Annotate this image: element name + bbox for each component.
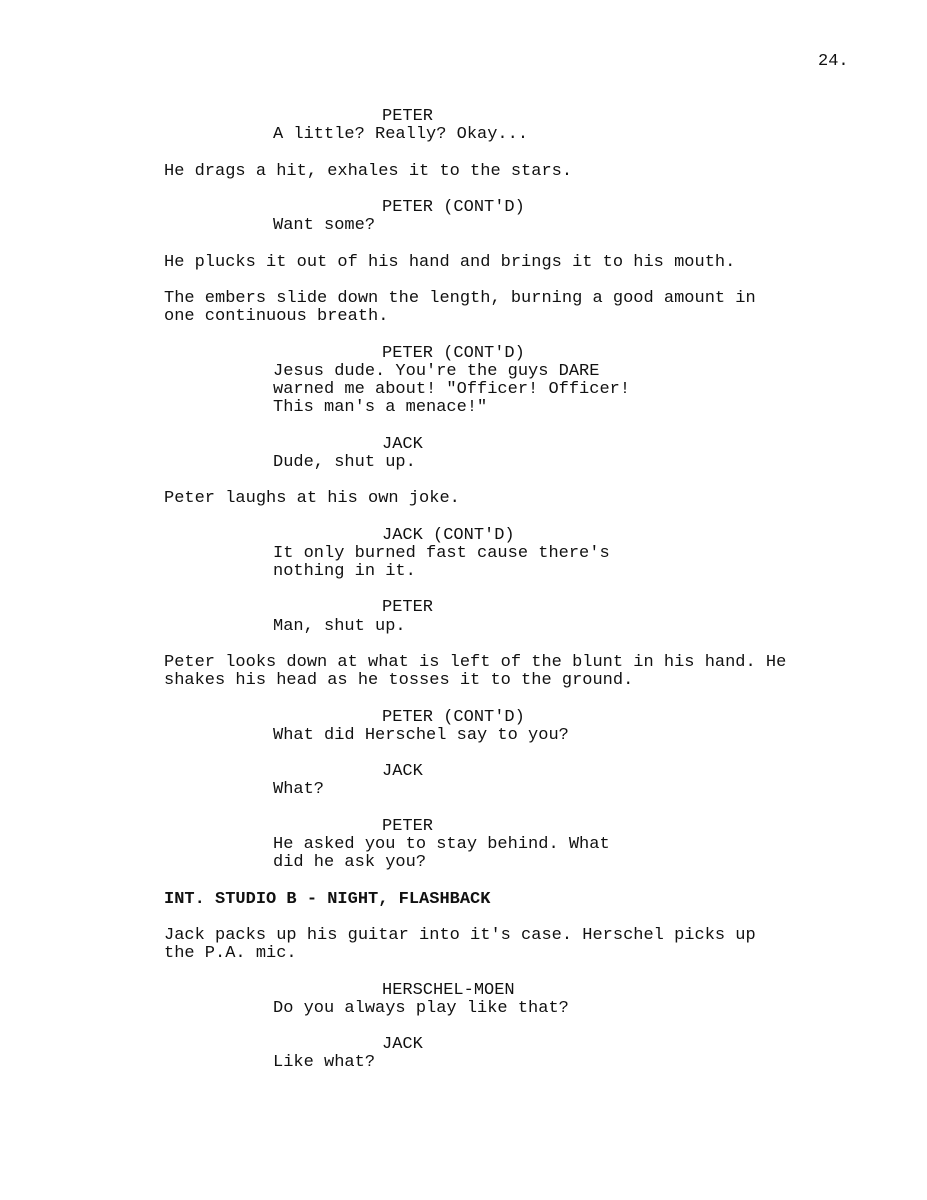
dialogue-text	[273, 363, 844, 418]
dialogue-block	[164, 818, 844, 873]
dialogue-block	[164, 982, 844, 1018]
scene-heading	[164, 891, 844, 909]
action-line: He drags a hit, exhales it to the stars.	[164, 161, 573, 181]
action-line: Jack packs up his guitar into it's case. Herschel picks up	[164, 925, 756, 945]
dialogue-block	[164, 108, 844, 144]
dialogue-text	[273, 217, 844, 235]
dialogue-line: He asked you to stay behind. What	[273, 834, 610, 854]
action-line: one continuous breath.	[164, 307, 389, 327]
dialogue-line: Man, shut up.	[273, 616, 406, 636]
dialogue-line: Want some?	[273, 216, 376, 236]
action-line: He plucks it out of his hand and brings it to his mouth.	[164, 252, 736, 272]
dialogue-text	[273, 1000, 844, 1018]
character-name: JACK	[382, 1035, 423, 1055]
character-name: HERSCHEL-MOEN	[382, 980, 515, 1000]
action-line: Peter laughs at his own joke.	[164, 489, 460, 509]
character-name: PETER	[382, 107, 434, 126]
character-name: PETER	[382, 816, 434, 836]
action-line: The embers slide down the length, burning a good amount in	[164, 288, 756, 308]
dialogue-line: What did Herschel say to you?	[273, 725, 569, 745]
dialogue-text	[273, 618, 844, 636]
action-line: Peter looks down at what is left of the blunt in his hand. He	[164, 652, 787, 672]
character-name: PETER	[382, 598, 434, 618]
scene-heading-text: INT. STUDIO B - NIGHT, FLASHBACK	[164, 889, 491, 909]
character-name: JACK	[382, 762, 423, 782]
action-paragraph	[164, 254, 844, 272]
dialogue-line: did he ask you?	[273, 853, 427, 873]
dialogue-text	[273, 545, 844, 581]
dialogue-line: A little? Really? Okay...	[273, 125, 529, 145]
action-paragraph	[164, 290, 844, 326]
dialogue-text	[273, 836, 844, 872]
dialogue-block	[164, 527, 844, 582]
action-paragraph	[164, 163, 844, 181]
dialogue-line: Dude, shut up.	[273, 452, 416, 472]
dialogue-text	[273, 126, 844, 144]
dialogue-block	[164, 709, 844, 745]
action-line: the P.A. mic.	[164, 944, 297, 964]
dialogue-text	[273, 781, 844, 799]
dialogue-text	[273, 727, 844, 745]
dialogue-block	[164, 345, 844, 418]
dialogue-line: It only burned fast cause there's	[273, 543, 610, 563]
dialogue-line: Like what?	[273, 1053, 376, 1073]
dialogue-block	[164, 199, 844, 235]
dialogue-line: What?	[273, 780, 325, 800]
action-paragraph	[164, 654, 844, 690]
action-paragraph	[164, 490, 844, 508]
character-name: PETER (CONT'D)	[382, 197, 525, 217]
character-name: JACK (CONT'D)	[382, 525, 515, 545]
dialogue-text	[273, 1054, 844, 1072]
action-line: shakes his head as he tosses it to the ground.	[164, 671, 634, 691]
dialogue-line: warned me about! "Officer! Officer!	[273, 379, 631, 399]
dialogue-line: This man's a menace!"	[273, 398, 488, 418]
action-paragraph	[164, 927, 844, 963]
character-name: JACK	[382, 434, 423, 454]
character-name: PETER (CONT'D)	[382, 707, 525, 727]
dialogue-block	[164, 1036, 844, 1072]
dialogue-line: Do you always play like that?	[273, 998, 569, 1018]
script-body	[164, 108, 844, 1091]
dialogue-block	[164, 599, 844, 635]
page-number: 24.	[818, 52, 849, 71]
dialogue-text	[273, 454, 844, 472]
dialogue-line: Jesus dude. You're the guys DARE	[273, 361, 600, 381]
dialogue-block	[164, 436, 844, 472]
dialogue-line: nothing in it.	[273, 561, 416, 581]
dialogue-block	[164, 763, 844, 799]
character-name: PETER (CONT'D)	[382, 343, 525, 363]
